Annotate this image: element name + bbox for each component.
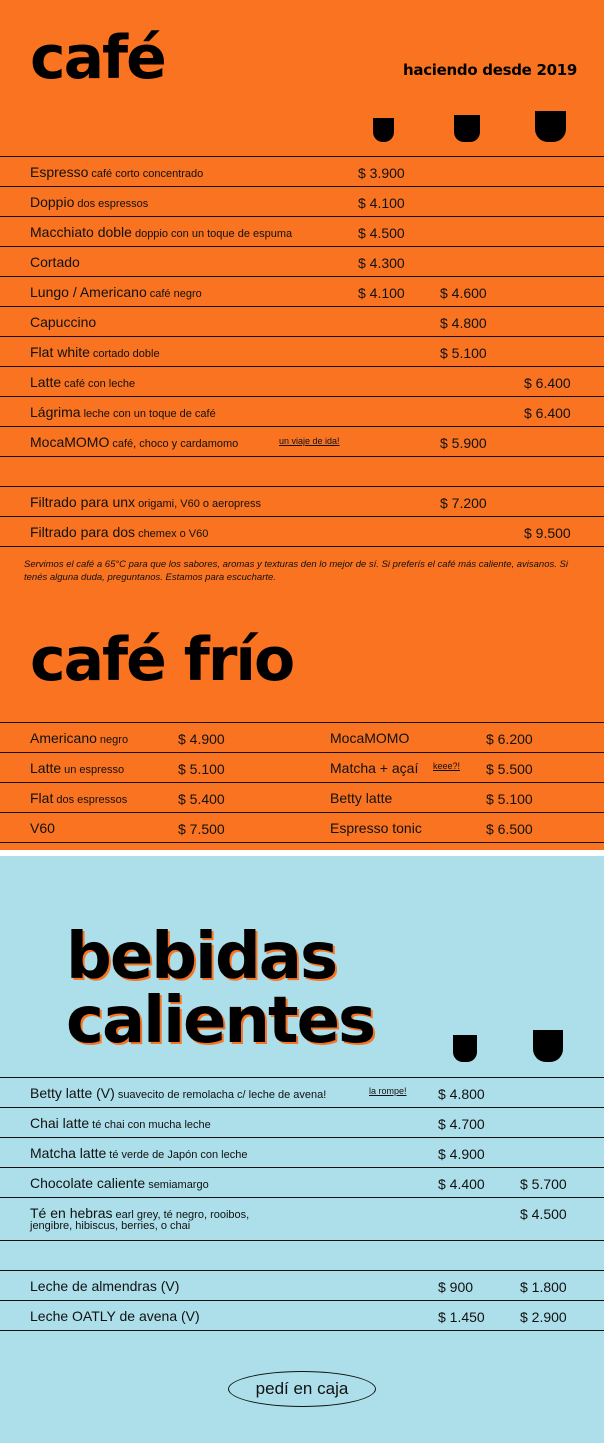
tagline: haciendo desde 2019: [403, 61, 577, 79]
item-price: $ 6.400: [524, 405, 571, 421]
item-price: $ 5.100: [486, 791, 533, 807]
item-description: café corto concentrado: [91, 168, 204, 180]
item-description: té chai con mucha leche: [92, 1119, 211, 1131]
item-name-text: Latte: [30, 760, 62, 776]
item-name: [30, 494, 261, 510]
menu-row: [0, 487, 604, 517]
menu-row: [0, 813, 604, 843]
item-price: $ 5.400: [178, 791, 225, 807]
item-price: $ 4.500: [520, 1206, 567, 1222]
item-name-text: Macchiato doble: [30, 224, 132, 240]
item-name-text: Espresso tonic: [330, 820, 422, 836]
menu-row: [0, 217, 604, 247]
row-divider: [0, 842, 604, 843]
item-price: $ 4.100: [358, 195, 405, 211]
item-description: leche con un toque de café: [83, 408, 216, 420]
item-description: jengibre, hibiscus, berries, o chai: [30, 1220, 191, 1232]
item-description: origami, V60 o aeropress: [138, 498, 261, 510]
item-name-text: MocaMOMO: [330, 730, 410, 746]
item-description: café con leche: [64, 378, 136, 390]
item-name: [30, 820, 55, 836]
item-name: [30, 790, 127, 806]
item-description: semiamargo: [148, 1179, 209, 1191]
item-description: un espresso: [64, 764, 125, 776]
item-description: té verde de Japón con leche: [109, 1149, 248, 1161]
item-price: $ 5.100: [178, 761, 225, 777]
item-note: un viaje de ida!: [279, 436, 340, 446]
row-divider: [0, 1240, 604, 1241]
item-price: $ 5.900: [440, 435, 487, 451]
item-price: $ 4.700: [438, 1116, 485, 1132]
item-note: keee?!: [433, 761, 461, 771]
item-name-text: Filtrado para dos: [30, 524, 136, 540]
menu-row: [0, 1271, 604, 1301]
menu-row: [0, 1198, 604, 1241]
item-name: [30, 164, 203, 180]
item-price: $ 5.500: [486, 761, 533, 777]
item-price: $ 7.200: [440, 495, 487, 511]
item-note: la rompe!: [369, 1086, 407, 1096]
item-price: $ 2.900: [520, 1309, 567, 1325]
menu-row: [0, 783, 604, 813]
item-name: [30, 194, 148, 210]
item-name-text: V60: [30, 820, 55, 836]
item-name: [30, 224, 292, 240]
item-price: $ 4.400: [438, 1176, 485, 1192]
item-name-text: Espresso: [30, 164, 89, 180]
menu-row: [0, 337, 604, 367]
menu-row: [0, 157, 604, 187]
item-name: [30, 760, 124, 776]
item-name-text: MocaMOMO: [30, 434, 110, 450]
item-name-text: Flat white: [30, 344, 90, 360]
item-name: [330, 820, 422, 836]
menu-row: [0, 1168, 604, 1198]
item-description: earl grey, té negro, rooibos,: [115, 1209, 250, 1221]
item-name-text: Cortado: [30, 254, 80, 270]
item-description: chemex o V60: [138, 528, 209, 540]
item-price: $ 4.600: [440, 285, 487, 301]
large-cup-icon: [535, 111, 566, 142]
item-price: $ 1.450: [438, 1309, 485, 1325]
menu-row: [0, 277, 604, 307]
medium-cup-icon: [454, 115, 480, 142]
item-price: $ 1.800: [520, 1279, 567, 1295]
row-divider: [0, 456, 604, 457]
item-name: [30, 1175, 209, 1191]
item-name: [30, 344, 160, 360]
item-name: [30, 1145, 247, 1161]
large-cup-icon: [533, 1030, 563, 1062]
item-name: [30, 1085, 326, 1101]
menu-row: [0, 753, 604, 783]
item-description: café, choco y cardamomo: [112, 438, 239, 450]
item-price: $ 6.400: [524, 375, 571, 391]
item-name-text: Betty latte (V): [30, 1085, 115, 1101]
item-name: [30, 730, 128, 746]
item-name: [30, 404, 216, 420]
item-price: $ 4.300: [358, 255, 405, 271]
medium-cup-icon: [453, 1035, 477, 1062]
item-price: $ 4.800: [438, 1086, 485, 1102]
item-name-text: Americano: [30, 730, 97, 746]
item-price: $ 9.500: [524, 525, 571, 541]
item-name-text: Matcha latte: [30, 1145, 107, 1161]
item-price: $ 7.500: [178, 821, 225, 837]
item-name: [30, 254, 80, 270]
row-divider: [0, 1330, 604, 1331]
item-name: [30, 1205, 249, 1221]
item-description: dos espressos: [77, 198, 149, 210]
bebidas-title: bebidas calientes: [66, 920, 375, 1058]
item-price: $ 5.100: [440, 345, 487, 361]
item-price: $ 900: [438, 1279, 474, 1295]
small-cup-icon: [373, 118, 394, 142]
item-name-text: Matcha + açaí: [330, 760, 419, 776]
item-name: [30, 314, 96, 330]
item-name: [30, 524, 208, 540]
menu-row: [0, 307, 604, 337]
item-name-text: Leche de almendras (V): [30, 1278, 180, 1294]
item-name: [330, 730, 409, 746]
item-name: [30, 374, 135, 390]
item-price: $ 4.500: [358, 225, 405, 241]
menu-row: [0, 1108, 604, 1138]
item-name-text: Lungo / Americano: [30, 284, 147, 300]
menu-row: [0, 517, 604, 547]
menu-row: [0, 427, 604, 457]
item-description: café negro: [149, 288, 202, 300]
item-name-text: Doppio: [30, 194, 75, 210]
item-price: $ 6.500: [486, 821, 533, 837]
menu-row: [0, 1078, 604, 1108]
item-name: [30, 1278, 179, 1294]
item-description: dos espressos: [56, 794, 128, 806]
item-name-text: Filtrado para unx: [30, 494, 136, 510]
menu-row: [0, 723, 604, 753]
item-name-text: Leche OATLY de avena (V): [30, 1308, 200, 1324]
item-price: $ 4.800: [440, 315, 487, 331]
item-name: [330, 760, 418, 776]
menu-row: [0, 1138, 604, 1168]
item-description: cortado doble: [92, 348, 160, 360]
item-name: [30, 1115, 211, 1131]
item-description: doppio con un toque de espuma: [134, 228, 293, 240]
item-name-text: Latte: [30, 374, 62, 390]
menu-row: [0, 1301, 604, 1331]
item-name-text: Chai latte: [30, 1115, 90, 1131]
item-price: $ 4.900: [438, 1146, 485, 1162]
item-name: [330, 790, 392, 806]
cafe-footnote: Servimos el café a 65°C para que los sabores, aromas y texturas den lo mejor de sí. Si preferís el café más caliente, avisanos. Si tenés alguna duda, preguntanos. Estamos para escucharte.: [24, 559, 568, 583]
item-name-text: Capuccino: [30, 314, 97, 330]
item-description: negro: [99, 734, 129, 746]
item-name-text: Flat: [30, 790, 54, 806]
item-name: [30, 1308, 200, 1324]
menu-row: [0, 187, 604, 217]
item-name-text: Té en hebras: [30, 1205, 113, 1221]
item-name-text: Betty latte: [330, 790, 393, 806]
item-name-text: Chocolate caliente: [30, 1175, 146, 1191]
item-price: $ 3.900: [358, 165, 405, 181]
item-price: $ 5.700: [520, 1176, 567, 1192]
item-price: $ 4.100: [358, 285, 405, 301]
item-price: $ 6.200: [486, 731, 533, 747]
item-description: suavecito de remolacha c/ leche de avena!: [117, 1089, 327, 1101]
item-name: [30, 284, 202, 300]
row-divider: [0, 546, 604, 547]
cafe-title: café: [30, 23, 165, 93]
pedi-en-caja-badge: pedí en caja: [228, 1371, 376, 1407]
item-price: $ 4.900: [178, 731, 225, 747]
cafe-frio-title: café frío: [30, 625, 294, 695]
menu-row: [0, 397, 604, 427]
item-name: [30, 434, 238, 450]
menu-row: [0, 247, 604, 277]
item-name-text: Lágrima: [30, 404, 81, 420]
menu-row: [0, 367, 604, 397]
